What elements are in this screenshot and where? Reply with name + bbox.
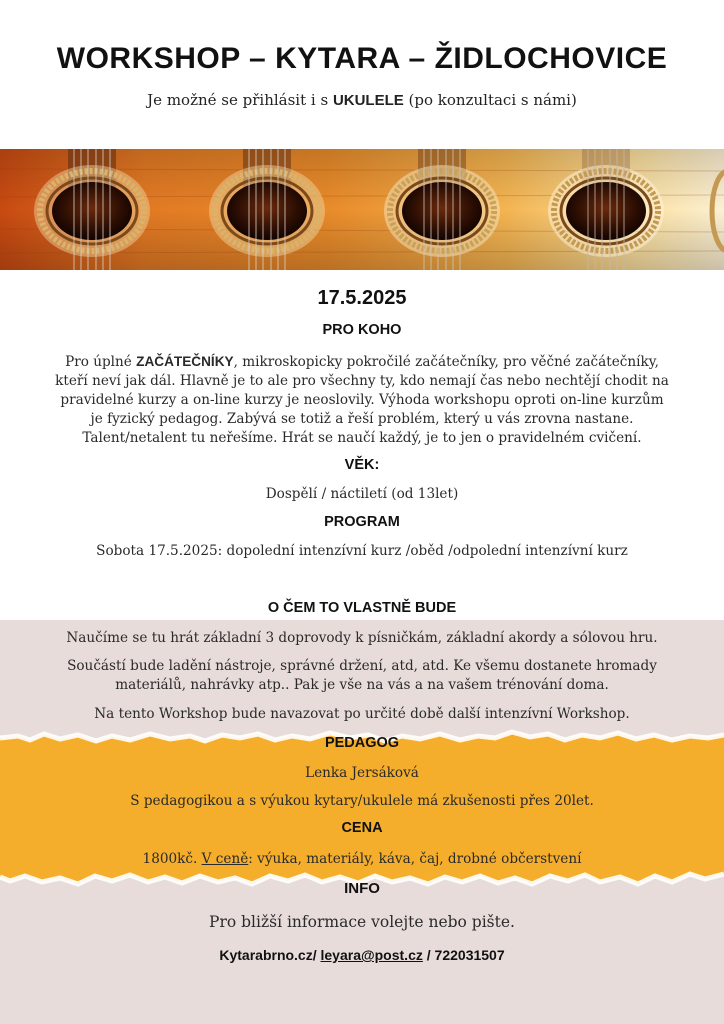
contact-separator: / [426, 947, 431, 963]
teacher-heading: PEDAGOG [324, 735, 400, 751]
program-text: Sobota 17.5.2025: dopolední intenzívní kurz /oběd /odpolední intenzívní kurz [96, 543, 628, 559]
teacher-experience: S pedagogikou a s výukou kytary/ukulele má zkušenosti přes 20let. [130, 793, 594, 809]
subtitle-ukulele: UKULELE [332, 92, 404, 109]
info-heading: INFO [344, 880, 380, 897]
guitar-banner-image [0, 149, 724, 270]
about-paragraph-2-line1: Součástí bude ladění nástroje, správné držení, atd, atd. Ke všemu dostanete hromady [67, 658, 657, 674]
for-whom-line4: je fyzický pedagog. Zabývá se totiž a řeší problém, který u vás zrovna nastane. [90, 411, 634, 427]
event-date: 17.5.2025 [317, 287, 407, 309]
orange-torn-paper-band [0, 724, 724, 904]
email-link[interactable]: leyara@post.cz [320, 947, 423, 963]
about-paragraph-2 [0, 657, 724, 695]
phone-number[interactable]: 722031507 [434, 947, 505, 963]
for-whom-heading: PRO KOHO [322, 322, 402, 338]
subtitle-text-pre: Je možné se přihlásit i s [147, 91, 333, 109]
website-link[interactable]: Kytarabrno.cz/ [219, 947, 317, 963]
about-paragraph-2-line2: materiálů, nahrávky atp.. Pak je vše na vás a na vašem trénování doma. [115, 677, 609, 693]
for-whom-line3: pravidelné kurzy a on-line kurzy je neoslovily. Výhoda workshopu oproti on-line kurzům [60, 392, 664, 408]
subtitle-text-post: (po konzultaci s námi) [403, 91, 577, 109]
page-title: WORKSHOP – KYTARA – ŽIDLOCHOVICE [56, 42, 668, 75]
contact-line [0, 947, 724, 963]
guitar-soundholes-illustration [0, 149, 724, 270]
subtitle [0, 91, 724, 109]
price-text [0, 850, 724, 869]
program-heading: PROGRAM [324, 514, 400, 530]
price-included-items: : výuka, materiály, káva, čaj, drobné občerstvení [248, 851, 582, 867]
for-whom-line1-post: , mikroskopicky pokročilé začátečníky, pro věčné začátečníky, [233, 354, 659, 370]
for-whom-line1-pre: Pro úplné [65, 354, 137, 370]
age-heading: VĚK: [344, 457, 380, 473]
about-paragraph-3: Na tento Workshop bude navazovat po určité době další intenzívní Workshop. [94, 706, 630, 722]
about-paragraph-1: Naučíme se tu hrát základní 3 doprovody k písničkám, základní akordy a sólovou hru. [66, 630, 658, 646]
price-heading: CENA [341, 820, 383, 836]
for-whom-line2: kteří neví jak dál. Hlavně je to ale pro všechny ty, kdo nemají čas nebo nechtějí chodit na [55, 373, 669, 389]
for-whom-text [0, 352, 724, 448]
price-included-label: V ceně [201, 851, 249, 867]
beginners-emphasis: ZAČÁTEČNÍKY [136, 354, 234, 369]
about-heading: O ČEM TO VLASTNĚ BUDE [267, 600, 457, 616]
info-text: Pro bližší informace volejte nebo pište. [209, 913, 515, 931]
teacher-name: Lenka Jersáková [305, 765, 419, 781]
price-amount: 1800kč. [142, 851, 198, 867]
for-whom-line5: Talent/netalent tu neřešíme. Hrát se naučí každý, je to jen o pravidelném cvičení. [82, 430, 642, 446]
age-text: Dospělí / náctiletí (od 13let) [265, 486, 459, 502]
